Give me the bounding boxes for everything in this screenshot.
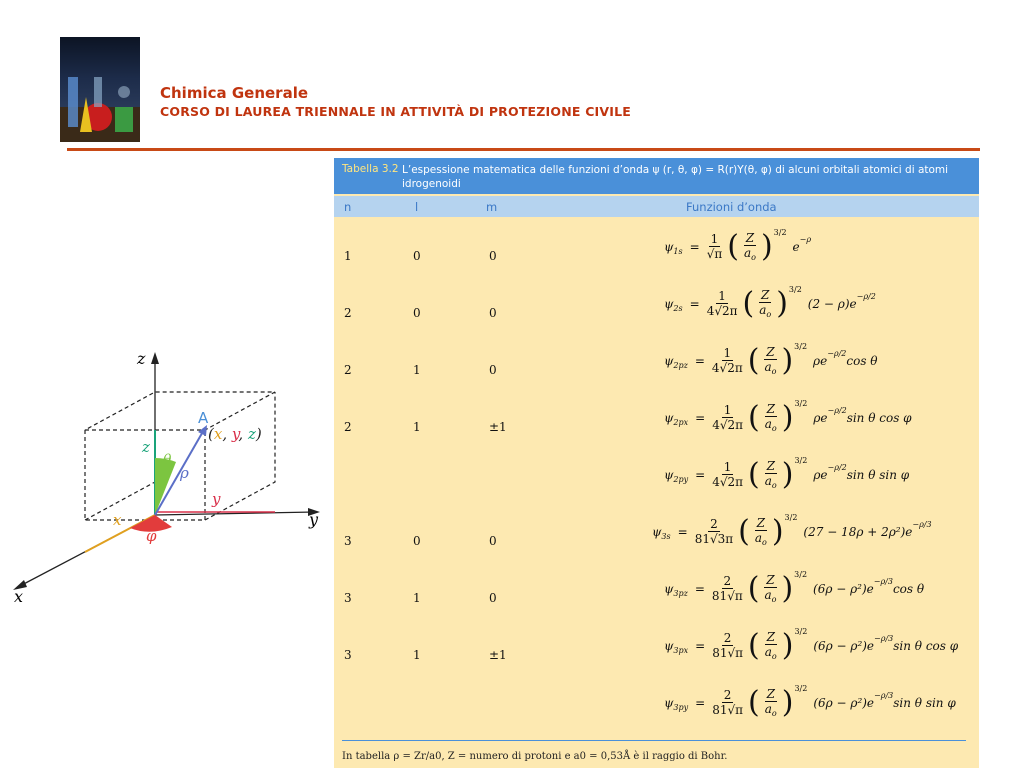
column-header-m: m [486,200,498,214]
a-denominator [763,417,779,433]
z-numerator: Z [766,459,775,473]
formula-angular: cos θ [892,581,925,596]
spherical-coordinates-diagram [0,340,330,610]
formula-tail: ρe [813,353,828,368]
coef-numerator: 2 [723,574,732,588]
page-title: Chimica Generale [160,84,309,102]
power-three-halves: 3/2 [794,342,808,351]
coef-numerator: 2 [723,631,732,645]
formula-coefficient [710,403,745,432]
label-point-a: A [198,409,209,427]
formula-psi: ψ [664,467,674,482]
left-paren: ( [742,285,755,321]
a-symbol: a [754,531,762,545]
table-caption-text: L’espessione matematica delle funzioni d’onda ψ (r, θ, φ) = R(r)Y(θ, φ) di alcuni orbitali atomici di atomi idrogenoidi [402,164,949,190]
formula-exponent: −ρ/2 [856,292,876,301]
formula-exponent: −ρ/2 [827,406,847,415]
chemistry-flasks-logo [60,37,140,142]
cell-m: 0 [489,249,497,263]
formula-angular: sin θ sin φ [846,467,910,482]
label-z-axis: z [137,349,146,368]
coef-denominator: 81√3π [694,532,734,546]
table-caption-number: Tabella 3.2 [342,163,399,175]
right-paren: ) [781,399,794,435]
formula-coefficient [710,688,745,717]
label-phi: φ [146,527,157,545]
formula-subscript: 2s [673,304,683,313]
right-paren: ) [781,342,794,378]
column-header-l: l [415,200,419,214]
table-header [334,196,979,217]
a-denominator [763,645,779,661]
cell-n: 1 [344,249,352,263]
label-rho: ρ [180,464,189,482]
right-paren: ) [781,627,794,663]
a-denominator [757,303,773,319]
table-caption [334,158,979,194]
formula-psi: ψ [664,581,674,596]
power-three-halves: 3/2 [784,513,798,522]
cell-l: 1 [413,648,421,662]
formula-exponent: −ρ/3 [874,691,894,700]
a-denominator [753,531,769,547]
power-three-halves: 3/2 [794,399,808,408]
formula-equals: = [694,353,705,368]
a-subscript: o [751,253,756,262]
cell-m: 0 [489,306,497,320]
power-three-halves: 3/2 [794,570,808,579]
wavefunction-formula [664,570,925,606]
coef-denominator: 4√2π [706,304,738,318]
cell-l: 1 [413,363,421,377]
left-paren: ( [727,228,739,264]
table-footnote: In tabella ρ = Zr/a0, Z = numero di protoni e a0 = 0,53Å è il raggio di Bohr. [342,751,728,762]
formula-subscript: 2px [673,418,689,427]
formula-angular: sin θ cos φ [846,410,912,425]
page-subtitle: CORSO DI LAUREA TRIENNALE IN ATTIVITÀ DI PROTEZIONE CIVILE [160,104,632,119]
a-symbol: a [743,246,752,260]
a-symbol: a [764,645,772,659]
formula-psi: ψ [664,353,674,368]
cell-l: 1 [413,420,421,434]
coef-numerator: 1 [723,403,732,417]
left-paren: ( [747,570,760,606]
coef-numerator: 1 [723,460,732,474]
z-numerator: Z [766,630,775,644]
formula-tail: (27 − 18ρ + 2ρ²)e [803,524,913,539]
a-symbol: a [764,417,772,431]
wavefunction-formula [664,399,912,435]
formula-subscript: 2py [673,475,689,484]
coef-numerator: 2 [723,688,732,702]
formula-exponent: −ρ/3 [874,634,894,643]
label-z-projection: z [142,438,150,456]
cell-m: ±1 [489,420,507,434]
a-symbol: a [764,588,772,602]
z-over-a [742,231,758,262]
z-over-a [763,459,779,490]
cell-n: 2 [344,306,352,320]
formula-subscript: 3px [673,646,689,655]
a-subscript: o [771,595,777,604]
footnote-divider [342,740,966,741]
a-symbol: a [764,702,772,716]
formula-coefficient [710,346,745,375]
z-numerator: Z [766,687,775,701]
z-over-a [753,516,769,547]
formula-exponent: −ρ/2 [827,349,847,358]
a-denominator [762,588,778,604]
formula-exponent: −ρ/3 [873,577,893,586]
formula-angular: cos θ [846,353,878,368]
coef-denominator: 4√2π [712,475,744,489]
label-x-axis: x [14,587,24,606]
cell-n: 3 [344,534,352,548]
cell-l: 0 [413,306,421,320]
power-three-halves: 3/2 [788,285,802,294]
formula-psi: ψ [664,695,674,710]
label-y-axis: y [309,510,319,529]
cell-n: 2 [344,363,352,377]
formula-equals: = [695,467,706,482]
left-paren: ( [748,399,760,435]
formula-exponent: −ρ/3 [912,520,932,529]
a-denominator [763,702,779,718]
left-paren: ( [748,684,760,720]
label-coordinates: (x, y, z) [208,425,262,443]
formula-coefficient [705,232,725,261]
z-over-a [762,345,778,376]
a-subscript: o [762,538,767,547]
formula-subscript: 3pz [673,589,688,598]
coef-numerator: 1 [718,289,726,303]
formula-equals: = [695,410,706,425]
formula-tail: (6ρ − ρ²)e [813,695,875,710]
right-paren: ) [760,228,773,264]
column-header-n: n [344,200,352,214]
wavefunction-table [334,158,979,768]
power-three-halves: 3/2 [773,228,787,237]
wavefunction-formula [664,627,959,663]
right-paren: ) [771,513,784,549]
coef-numerator: 1 [710,232,719,246]
formula-subscript: 3s [661,532,671,541]
left-paren: ( [747,342,760,378]
formula-coefficient [705,289,740,318]
z-numerator: Z [766,573,775,587]
formula-coefficient [710,460,745,489]
label-theta: θ [163,452,172,468]
formula-tail: (6ρ − ρ²)e [813,638,875,653]
column-header-functions: Funzioni d’onda [686,200,777,214]
coef-denominator: 4√2π [712,418,744,432]
cell-n: 3 [344,591,352,605]
a-subscript: o [771,652,777,661]
formula-psi: ψ [664,239,674,254]
a-subscript: o [771,709,777,718]
formula-equals: = [689,296,700,311]
left-paren: ( [748,456,760,492]
formula-tail: (2 − ρ)e [807,296,857,311]
right-paren: ) [781,684,794,720]
cell-n: 2 [344,420,352,434]
formula-exponent: −ρ/2 [827,463,847,472]
formula-tail: ρe [813,410,828,425]
a-symbol: a [759,303,767,317]
cell-l: 0 [413,534,421,548]
a-denominator [763,474,779,490]
a-denominator [762,360,778,376]
wavefunction-formula [652,513,932,549]
z-numerator: Z [766,345,775,359]
dashed-box [85,392,275,520]
left-paren: ( [748,627,760,663]
formula-subscript: 2pz [673,361,688,370]
power-three-halves: 3/2 [794,456,808,465]
z-over-a [763,687,779,718]
wavefunction-formula [664,228,812,264]
z-numerator: Z [766,402,775,416]
cell-l: 1 [413,591,421,605]
formula-subscript: 3py [673,703,689,712]
cell-l: 0 [413,249,421,263]
formula-exponent: −ρ [799,235,812,244]
a-symbol: a [764,474,772,488]
header-divider [67,148,980,151]
a-subscript: o [766,310,772,319]
formula-equals: = [689,239,700,254]
label-x-projection: x [113,511,122,529]
power-three-halves: 3/2 [794,627,808,636]
z-numerator: Z [745,231,755,245]
z-numerator: Z [756,516,765,530]
cell-n: 3 [344,648,352,662]
a-subscript: o [771,424,777,433]
formula-coefficient [710,574,745,603]
left-paren: ( [738,513,750,549]
right-paren: ) [781,456,794,492]
wavefunction-formula [664,684,956,720]
formula-angular: sin θ sin φ [893,695,956,710]
wavefunction-formula [664,456,910,492]
coef-denominator: 81√π [712,703,744,717]
wavefunction-formula [664,285,876,321]
cell-m: 0 [489,591,497,605]
z-over-a [757,288,773,319]
a-denominator [742,246,758,262]
formula-equals: = [694,581,705,596]
a-symbol: a [764,360,772,374]
formula-equals: = [677,524,688,539]
formula-psi: ψ [664,638,674,653]
coef-denominator: 81√π [711,589,743,603]
a-subscript: o [771,367,777,376]
formula-angular: sin θ cos φ [893,638,959,653]
cell-m: ±1 [489,648,507,662]
formula-tail: (6ρ − ρ²)e [813,581,874,596]
right-paren: ) [781,570,794,606]
formula-psi: ψ [664,296,674,311]
coef-numerator: 2 [710,517,718,531]
coef-denominator: √π [706,247,723,261]
formula-equals: = [695,695,706,710]
power-three-halves: 3/2 [794,684,808,693]
z-over-a [762,573,778,604]
formula-subscript: 1s [673,247,683,256]
formula-psi: ψ [652,524,662,539]
formula-psi: ψ [664,410,674,425]
label-y-projection: y [212,490,221,508]
a-subscript: o [771,481,777,490]
formula-coefficient [693,517,735,546]
cell-m: 0 [489,363,497,377]
formula-coefficient [710,631,745,660]
coef-denominator: 81√π [712,646,744,660]
z-numerator: Z [761,288,770,302]
coef-numerator: 1 [723,346,732,360]
z-over-a [763,402,779,433]
z-over-a [763,630,779,661]
right-paren: ) [776,285,788,321]
formula-tail: e [792,239,800,254]
coef-denominator: 4√2π [711,361,743,375]
formula-equals: = [695,638,706,653]
wavefunction-formula [664,342,878,378]
formula-tail: ρe [813,467,828,482]
cell-m: 0 [489,534,497,548]
